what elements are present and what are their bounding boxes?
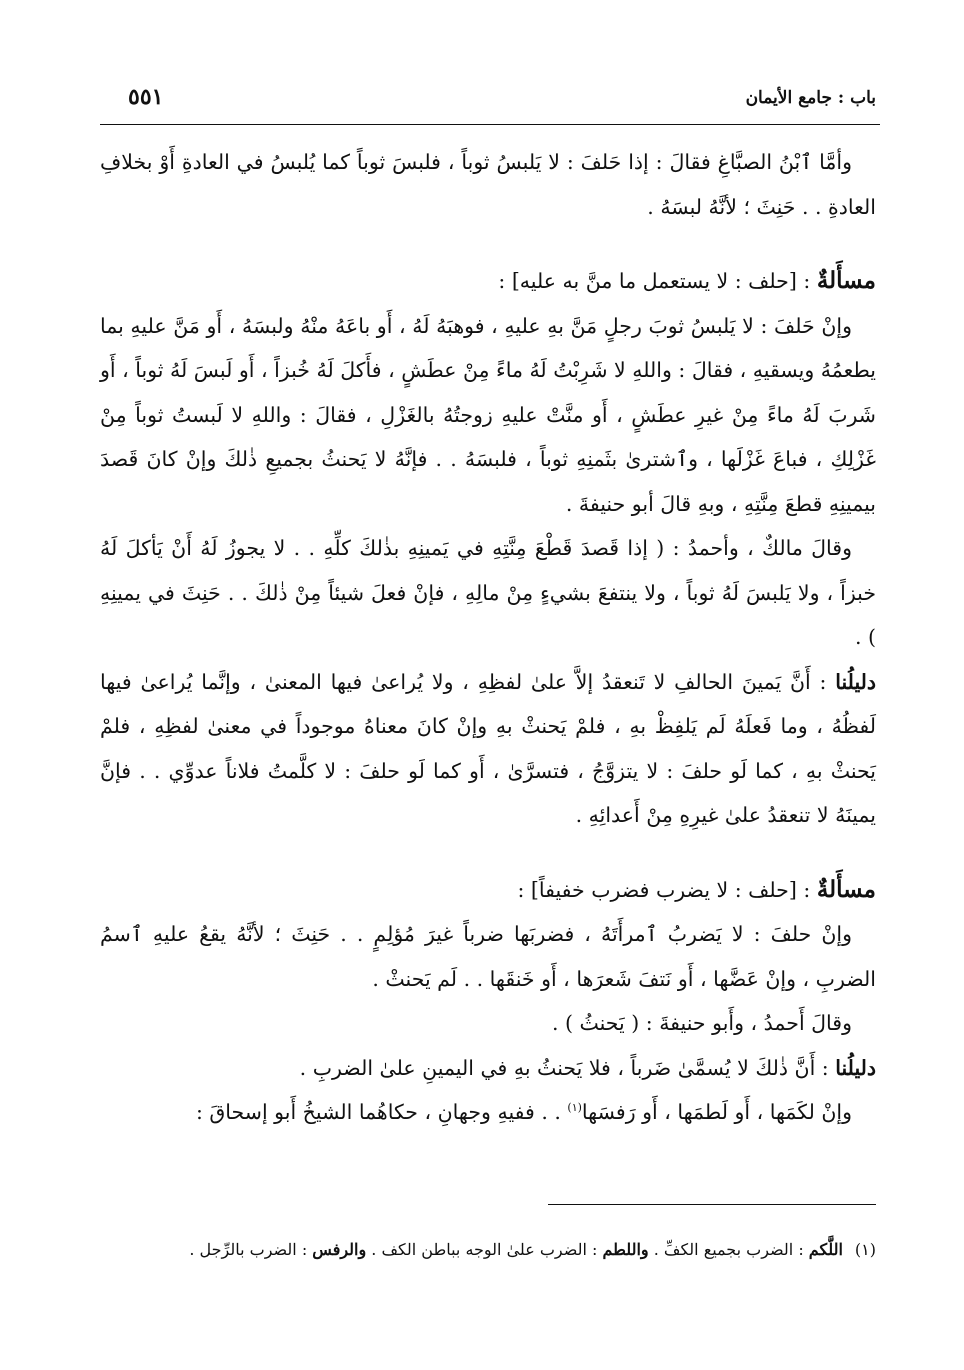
paragraph-ibn-sabbagh [100, 140, 876, 229]
section-heading [100, 259, 876, 304]
proof-paragraph [100, 1046, 876, 1091]
daleel-label: دليلُنا [835, 1055, 876, 1080]
footnote-definition: : الضرب علىٰ الوجه بباطن الكف . [366, 1240, 603, 1259]
paragraph-punch-slap [100, 1090, 876, 1135]
section-heading [100, 868, 876, 913]
footnote-term: واللطم [602, 1240, 649, 1259]
daleel-label: دليلُنا [835, 669, 876, 694]
footnote-number: (١) [854, 1240, 876, 1259]
chapter-title: باب : جامع الأيمان [745, 88, 876, 108]
paragraph-text: وإنْ لكَمَها ، أَو لَطمَها ، أَو رَفسَها [581, 1100, 852, 1124]
proof-text: : أَنَّ يَمينَ الحالفِ لا تَنعقدُ إلاَّ علىٰ لفظِهِ ، ولا يُراعىٰ فيها المعنىٰ ، وإنَّما يُراعىٰ فيها لَفظُهُ ، وما فَعلَهُ لَم يَلفِظْ بهِ ، فلمْ يَحنثْ بهِ وإنْ كانَ معناهُ موجوداً في معنىٰ لفظِهِ ، فلمْ يَحنثْ بهِ ، كما لَو حلفَ : لا يتزوَّجُ ، فتسرَّىٰ ، أَو كما لَو حلفَ : لا كلَّمتُ فلاناً عدوِّي . . فإنَّ يمينَهُ لا تنعقدُ علىٰ غيرِهِ مِنْ أَعدائِهِ . [100, 669, 876, 827]
footnote-divider [548, 1204, 876, 1205]
proof-text: : أَنَّ ذٰلكَ لا يُسمَّىٰ ضَرباً ، فلا يَحنثُ بهِ في اليمينِ علىٰ الضربِ . [299, 1055, 836, 1080]
header-divider [100, 124, 880, 125]
paragraph-text: . . ففيهِ وجهانِ ، حكاهُما الشيخُ أَبو إسحاقَ : [195, 1100, 568, 1124]
footnote-item [100, 1233, 876, 1267]
heading-colon: : [796, 269, 817, 293]
paragraph-text: وأمَّا ٱبْنُ الصبَّاغِ فقالَ : إذا حَلفَ : لا يَلبسُ ثوباً ، فلبسَ ثوباً كما يُلبسُ في العادةِ [181, 150, 852, 174]
masala-label: مسأَلةٌ [816, 875, 876, 903]
running-header [100, 82, 876, 118]
footnote-definition: : الضرب بجميع الكفِّ . [648, 1240, 809, 1259]
footnotes [100, 1233, 876, 1267]
footnote-definition: : الضرب بالرِّجل . [189, 1240, 313, 1259]
paragraph-strike-wife: وإنْ حلفَ : لا يَضربُ ٱمرأَتَهُ ، فضربَها ضرباً غيرَ مُؤلِمٍ . . حَنِثَ ؛ لأنَّهُ يقعُ عليهِ ٱسمُ الضربِ ، وإنْ عَضَّها ، أَو نَتفَ شَعرَها ، أَو خَنقَها . . لَم يَحنثْ . [100, 922, 876, 991]
main-text [100, 140, 876, 1135]
page-number: ٥٥١ [128, 84, 164, 110]
footnote-term: اللَّكم [808, 1240, 843, 1259]
footnote-term: والرفس [312, 1240, 367, 1259]
masala-label: مسأَلةٌ [816, 267, 876, 294]
masala-title: [حلف : لا يستعمل ما منَّ به عليه] : [498, 269, 797, 293]
masala-title: [حلف : لا يضرب فضرب خفيفاً] : [517, 877, 797, 902]
paragraph-ahmad-abu-hanifa: وقالَ أَحمدُ ، وأَبو حنيفةَ : ( يَحنثُ ) . [551, 1011, 852, 1035]
paragraph-malik-ahmad: وقالَ مالكٌ ، وأحمدُ : ( إذا قَصدَ قَطْعَ مِنَّتِهِ في يَمينِهِ بذٰلكَ كلِّهِ . . لا يجوزُ لَهُ أَنْ يَأكلَ لَهُ خبزاً ، ولا يَلبسَ لَهُ ثوباً ، ولا ينتفعَ بشيءٍ مِنْ مالِهِ ، فإنْ فعلَ شيئاً مِنْ ذٰلكَ . . حَنِثَ في يمينِهِ ) . [100, 536, 876, 649]
proof-paragraph [100, 660, 876, 838]
paragraph-oath-favor: وإنْ حَلفَ : لا يَلبسُ ثوبَ رجلٍ مَنَّ بهِ عليهِ ، فوهبَهُ لَهُ ، أَو باعَهُ منْهُ ولبسَهُ ، أَو مَنَّ عليهِ بما يطعمُهُ ويسقيهِ ، فقالَ : واللهِ لا شَرِبْتُ لَهُ ماءً مِنْ عطَشٍ ، فأَكلَ لَهُ خُبزاً ، أَو لَبسَ لَهُ ثوباً ، أَو شَربَ لَهُ ماءً مِنْ غيرِ عطَشٍ ، أَو منَّتْ عليهِ زوجتُهُ بالغَزْلِ ، فقالَ : واللهِ لا لَبستُ ثوباً مِنْ غَزْلِكِ ، فباعَ غَزْلَها ، وٱشترىٰ بثَمنِهِ ثوباً ، فلبسَهُ . . فإنَّهُ لا يَحنثُ بجميعِ ذٰلكَ وإنْ كانَ قَصدَ بيمينِهِ قطعَ مِنَّتِهِ ، وبهِ قالَ أبو حنيفةَ . [100, 313, 876, 516]
heading-colon: : [796, 877, 817, 902]
footnote-reference[interactable]: (١) [567, 1101, 582, 1115]
paragraph-text: أَوْ بخلافِ العادةِ . . حَنِثَ ؛ لأنَّهُ لبسَهُ . [100, 150, 876, 219]
